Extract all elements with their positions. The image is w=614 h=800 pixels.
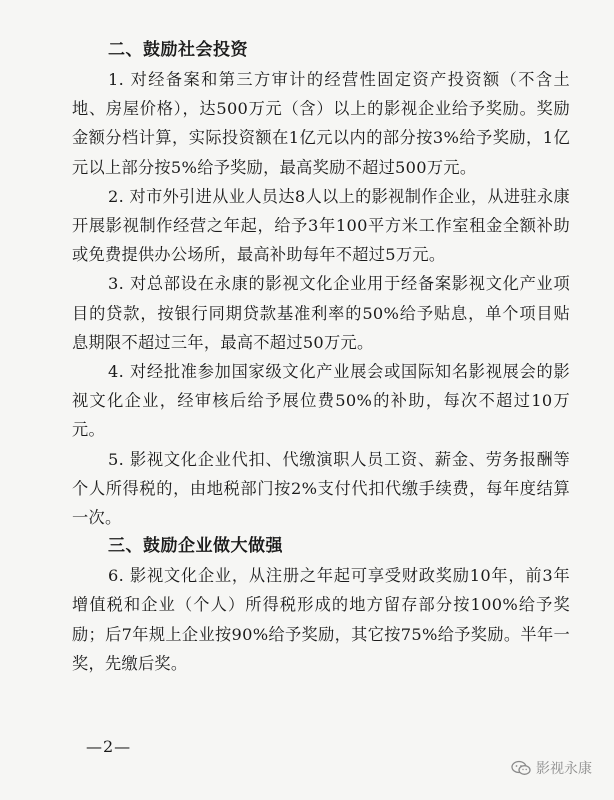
paragraph-6: 6. 影视文化企业，从注册之年起可享受财政奖励10年，前3年增值税和企业（个人）所得税形成的地方留存部分按100%给予奖励；后7年规上企业按90%给予奖励，其它按75%给予奖励。半年一奖，先缴后奖。: [72, 566, 570, 673]
paragraph-2: 2. 对市外引进从业人员达8人以上的影视制作企业，从进驻永康开展影视制作经营之年起，给予3年100平方米工作室租金全额补助或免费提供办公场所，最高补助每年不超过5万元。: [72, 186, 570, 265]
page-number: —2—: [86, 737, 132, 756]
watermark: [511, 758, 592, 778]
watermark-text: 影视永康: [536, 761, 592, 777]
paragraph-5: 5. 影视文化企业代扣、代缴演职人员工资、薪金、劳务报酬等个人所得税的，由地税部门按2%支付代扣代缴手续费，每年度结算一次。: [72, 449, 570, 528]
paragraph-4: 4. 对经批准参加国家级文化产业展会或国际知名影视展会的影视文化企业，经审核后给予展位费50%的补助，每次不超过10万元。: [72, 362, 570, 440]
paragraph-1: 1. 对经备案和第三方审计的经营性固定资产投资额（不含土地、房屋价格），达500万元（含）以上的影视企业给予奖励。奖励金额分档计算，实际投资额在1亿元以内的部分按3%给予奖励，1亿元以上部分按5%给予奖励，最高奖励不超过500万元。: [72, 70, 570, 177]
section-heading-encourage-growth: 三、鼓励企业做大做强: [108, 536, 283, 557]
document-body: [72, 36, 570, 678]
paragraph-3: 3. 对总部设在永康的影视文化企业用于经备案影视文化产业项目的贷款，按银行同期贷款基准利率的50%给予贴息，单个项目贴息期限不超过三年，最高不超过50万元。: [72, 274, 570, 352]
wechat-icon: [511, 760, 531, 776]
section-heading-encourage-social-investment: 二、鼓励社会投资: [108, 40, 248, 60]
